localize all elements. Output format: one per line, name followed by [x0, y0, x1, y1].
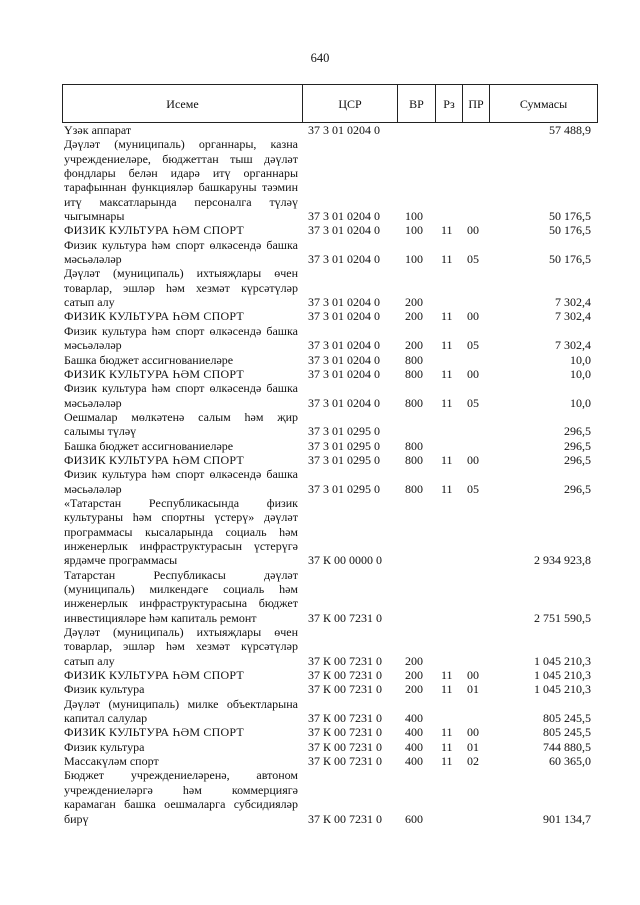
header-pr: ПР	[463, 85, 490, 123]
row-vr: 800	[405, 366, 423, 381]
row-csr: 37 К 00 7231 0	[308, 739, 383, 754]
row-name: Үзәк аппарат	[64, 123, 132, 137]
row-csr: 37 К 00 7231 0	[308, 711, 383, 726]
row-sum: 805 245,5	[543, 725, 591, 740]
row-vr: 200	[405, 682, 423, 697]
budget-table	[62, 123, 597, 826]
row-name: ФИЗИК КУЛЬТУРА ҺӘМ СПОРТ	[64, 366, 244, 381]
row-csr: 37 3 01 0204 0	[308, 295, 380, 310]
row-csr: 37 К 00 7231 0	[308, 811, 383, 826]
row-name: «Татарстан Республикасында физик культураны һәм спортны үстерү» дәүләт программасы кысаларында социаль һәм инженерлык инфраструктурасын үстерүгә ярдәмче программасы	[64, 495, 298, 568]
row-pr	[462, 123, 489, 137]
row-vr: 800	[405, 395, 423, 410]
row-sum: 296,5	[564, 438, 591, 453]
row-csr: 37 3 01 0295 0	[308, 452, 380, 467]
row-pr: 00	[467, 366, 479, 381]
row-pr: 05	[467, 481, 479, 496]
table-row	[62, 410, 597, 439]
row-rz: 11	[441, 452, 453, 467]
row-rz: 11	[441, 252, 453, 267]
row-rz	[435, 697, 462, 726]
header-csr: ЦСР	[303, 85, 398, 123]
row-sum: 2 934 923,8	[534, 553, 591, 568]
row-sum: 50 176,5	[549, 252, 591, 267]
row-rz: 11	[441, 395, 453, 410]
row-rz	[435, 496, 462, 568]
row-name: ФИЗИК КУЛЬТУРА ҺӘМ СПОРТ	[64, 452, 244, 467]
row-pr	[462, 439, 489, 453]
row-vr: 800	[405, 452, 423, 467]
row-sum: 744 880,5	[543, 739, 591, 754]
row-sum: 57 488,9	[549, 123, 591, 137]
row-pr	[462, 768, 489, 825]
row-sum: 50 176,5	[549, 223, 591, 238]
row-rz: 11	[441, 223, 453, 238]
row-name: Физик культура һәм спорт өлкәсендә башка мәсьәләләр	[64, 237, 298, 267]
row-sum: 2 751 590,5	[534, 610, 591, 625]
row-vr: 100	[405, 223, 423, 238]
row-pr	[462, 353, 489, 367]
row-pr: 01	[467, 682, 479, 697]
row-pr: 05	[467, 338, 479, 353]
row-name: Башка бюджет ассигнованиеләре	[64, 352, 234, 367]
row-name: Физик культура һәм спорт өлкәсендә башка мәсьәләләр	[64, 323, 298, 353]
row-rz: 11	[441, 725, 453, 740]
row-pr: 01	[467, 739, 479, 754]
row-vr: 600	[405, 811, 423, 826]
table-row	[62, 324, 597, 353]
row-vr: 200	[405, 295, 423, 310]
table-row	[62, 625, 597, 668]
row-name: Физик культура	[64, 739, 145, 754]
table-row	[62, 668, 597, 682]
row-name: Дәүләт (муниципаль) ихтыяҗлары өчен товарлар, эшләр һәм хезмәт күрсәтүләр сатып алу	[64, 266, 298, 310]
row-pr: 00	[467, 668, 479, 683]
row-name: ФИЗИК КУЛЬТУРА ҺӘМ СПОРТ	[64, 309, 244, 324]
row-vr: 800	[405, 481, 423, 496]
row-name: Физик культура	[64, 682, 145, 697]
table-header	[62, 84, 598, 123]
table-row	[62, 568, 597, 625]
row-vr: 400	[405, 725, 423, 740]
table-row	[62, 238, 597, 267]
row-csr: 37 К 00 7231 0	[308, 725, 383, 740]
row-sum: 296,5	[564, 481, 591, 496]
table-row	[62, 309, 597, 323]
row-pr	[462, 625, 489, 668]
row-name: Дәүләт (муниципаль) милке объектларына капитал салулар	[64, 696, 298, 726]
row-vr: 200	[405, 309, 423, 324]
table-row	[62, 353, 597, 367]
row-pr	[462, 266, 489, 309]
header-name: Исеме	[63, 85, 303, 123]
row-name: Башка бюджет ассигнованиеләре	[64, 438, 234, 453]
row-pr: 00	[467, 309, 479, 324]
row-pr: 02	[467, 754, 479, 769]
row-csr: 37 К 00 7231 0	[308, 668, 383, 683]
row-vr: 400	[405, 739, 423, 754]
row-vr: 400	[405, 754, 423, 769]
row-sum: 10,0	[570, 352, 591, 367]
row-pr: 00	[467, 223, 479, 238]
row-sum: 10,0	[570, 366, 591, 381]
row-csr: 37 3 01 0204 0	[308, 338, 380, 353]
row-vr: 800	[405, 438, 423, 453]
table-row	[62, 768, 597, 825]
row-rz: 11	[441, 668, 453, 683]
row-sum: 7 302,4	[555, 309, 591, 324]
row-rz	[435, 625, 462, 668]
table-row	[62, 754, 597, 768]
row-vr	[397, 123, 435, 137]
row-csr: 37 К 00 0000 0	[308, 553, 383, 568]
row-sum: 296,5	[564, 452, 591, 467]
row-rz	[435, 410, 462, 439]
row-sum: 7 302,4	[555, 295, 591, 310]
row-vr	[397, 410, 435, 439]
row-name: Физик культура һәм спорт өлкәсендә башка мәсьәләләр	[64, 467, 298, 496]
table-row	[62, 725, 597, 739]
row-name: Массакүләм спорт	[64, 754, 159, 769]
row-sum: 805 245,5	[543, 711, 591, 726]
row-rz: 11	[441, 338, 453, 353]
row-csr: 37 К 00 7231 0	[308, 682, 383, 697]
table-row	[62, 223, 597, 237]
row-name: Оешмалар мөлкәтенә салым һәм җир салымы түләү	[64, 409, 298, 439]
row-sum: 1 045 210,3	[534, 653, 591, 668]
row-sum: 901 134,7	[543, 811, 591, 826]
row-vr: 100	[405, 209, 423, 224]
row-name: Татарстан Республикасы дәүләт (муниципаль) милкендәге социаль һәм инженерлык инфраструктурасына бюджет инвестицияләре һәм капиталь ремонт	[64, 567, 298, 625]
row-rz: 11	[441, 481, 453, 496]
row-sum: 10,0	[570, 395, 591, 410]
row-rz: 11	[441, 754, 453, 769]
row-sum: 60 365,0	[549, 754, 591, 769]
row-csr: 37 3 01 0204 0	[308, 252, 380, 267]
row-rz	[435, 568, 462, 625]
row-csr: 37 К 00 7231 0	[308, 754, 383, 769]
row-vr: 800	[405, 352, 423, 367]
row-vr: 200	[405, 338, 423, 353]
row-rz	[435, 266, 462, 309]
row-csr: 37 3 01 0204 0	[308, 209, 380, 224]
row-csr: 37 К 00 7231 0	[308, 610, 383, 625]
budget-table-body	[62, 123, 597, 826]
row-rz	[435, 768, 462, 825]
row-sum: 50 176,5	[549, 209, 591, 224]
table-row	[62, 682, 597, 696]
row-vr	[397, 568, 435, 625]
row-name: ФИЗИК КУЛЬТУРА ҺӘМ СПОРТ	[64, 223, 244, 238]
row-pr: 05	[467, 252, 479, 267]
row-rz	[435, 353, 462, 367]
row-rz: 11	[441, 682, 453, 697]
row-rz	[435, 137, 462, 223]
row-csr: 37 3 01 0295 0	[308, 438, 380, 453]
row-pr	[462, 137, 489, 223]
row-sum: 7 302,4	[555, 338, 591, 353]
row-name: Физик культура һәм спорт өлкәсендә башка мәсьәләләр	[64, 381, 298, 410]
row-name: ФИЗИК КУЛЬТУРА ҺӘМ СПОРТ	[64, 725, 244, 740]
row-pr	[462, 496, 489, 568]
table-row	[62, 266, 597, 309]
row-vr	[397, 496, 435, 568]
row-vr: 200	[405, 668, 423, 683]
table-row	[62, 381, 597, 410]
table-row	[62, 367, 597, 381]
row-rz: 11	[441, 309, 453, 324]
row-pr	[462, 410, 489, 439]
row-sum: 1 045 210,3	[534, 682, 591, 697]
row-pr	[462, 568, 489, 625]
row-name: Дәүләт (муниципаль) органнары, казна учреждениеләре, бюджеттан тыш дәүләт фондлары белән идарә итү органнары тарафыннан функцияләр башкаруны тәэмин итү максатларында персоналга түләү чыгымнары	[64, 137, 298, 224]
row-csr: 37 3 01 0204 0	[308, 309, 380, 324]
row-name: Дәүләт (муниципаль) ихтыяҗлары өчен товарлар, эшләр һәм хезмәт күрсәтүләр сатып алу	[64, 625, 298, 668]
row-rz	[435, 123, 462, 137]
table-row	[62, 740, 597, 754]
row-csr: 37 3 01 0204 0	[308, 123, 380, 137]
row-csr: 37 3 01 0295 0	[308, 481, 380, 496]
row-rz	[435, 439, 462, 453]
row-vr: 100	[405, 252, 423, 267]
row-rz: 11	[441, 739, 453, 754]
row-csr: 37 К 00 7231 0	[308, 653, 383, 668]
table-row	[62, 496, 597, 568]
table-row	[62, 467, 597, 496]
row-pr	[462, 697, 489, 726]
row-csr: 37 3 01 0204 0	[308, 352, 380, 367]
row-rz: 11	[441, 366, 453, 381]
table-row	[62, 697, 597, 726]
header-sum: Суммасы	[490, 85, 598, 123]
header-vr: ВР	[398, 85, 436, 123]
row-name: Бюджет учреждениеләренә, автоном учреждениеләргә һәм коммерциягә карамаган башка оешмаларга субсидияләр бирү	[64, 768, 298, 826]
row-name: ФИЗИК КУЛЬТУРА ҺӘМ СПОРТ	[64, 668, 244, 683]
table-row	[62, 123, 597, 137]
header-rz: Рз	[436, 85, 463, 123]
page-number: 640	[310, 51, 330, 65]
table-row	[62, 137, 597, 223]
row-csr: 37 3 01 0204 0	[308, 366, 380, 381]
row-pr: 00	[467, 452, 479, 467]
row-csr: 37 3 01 0204 0	[308, 223, 380, 238]
row-pr: 00	[467, 725, 479, 740]
row-vr: 400	[405, 711, 423, 726]
row-sum: 296,5	[564, 424, 591, 439]
row-csr: 37 3 01 0295 0	[308, 424, 380, 439]
row-csr: 37 3 01 0204 0	[308, 395, 380, 410]
table-row	[62, 453, 597, 467]
table-row	[62, 439, 597, 453]
row-sum: 1 045 210,3	[534, 668, 591, 683]
row-pr: 05	[467, 395, 479, 410]
row-vr: 200	[405, 653, 423, 668]
